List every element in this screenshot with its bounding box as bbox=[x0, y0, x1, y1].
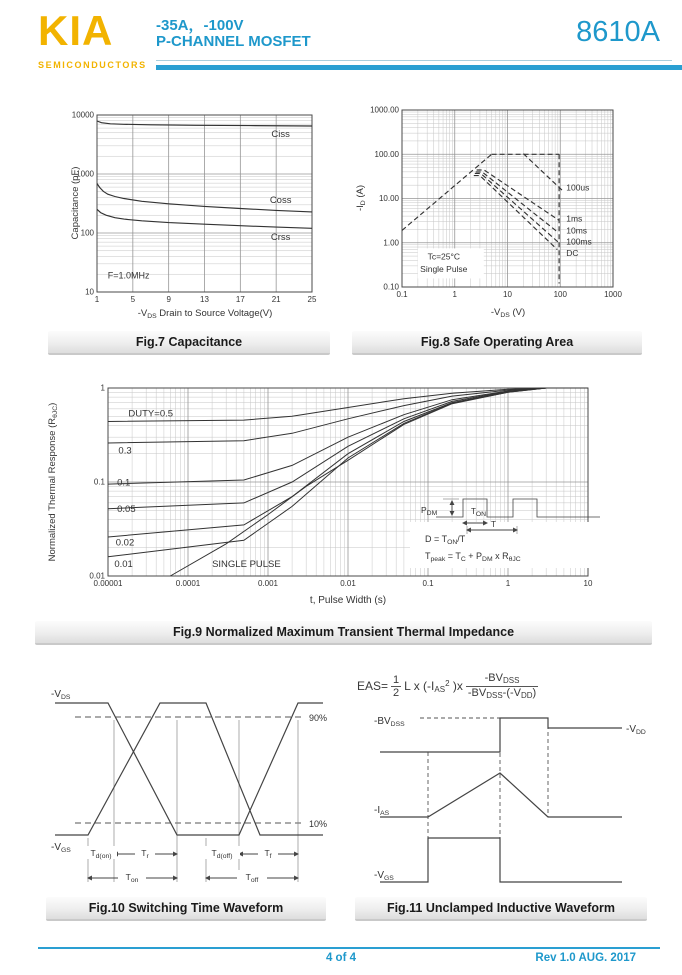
fig8-annotation: 10ms bbox=[566, 225, 588, 236]
header-product-type: P-CHANNEL MOSFET bbox=[156, 33, 311, 50]
fig7-x-axis-title: $-V_{DS}$ Drain to Source Voltage(V) bbox=[137, 308, 273, 320]
vgs-waveform bbox=[55, 703, 323, 835]
fig10-diagram bbox=[35, 680, 335, 895]
fig8-annotation: DC bbox=[566, 248, 579, 259]
fig9-y-axis-title: Normalized Thermal Response $(R_{\theta JC})$ bbox=[47, 402, 59, 562]
fig9-x-axis-title: t, Pulse Width (s) bbox=[309, 595, 387, 606]
footer-divider bbox=[38, 947, 660, 949]
fig9-y-tick: 0.01 bbox=[89, 571, 105, 581]
fig9-caption: Fig.9 Normalized Maximum Transient Thermal Impedance bbox=[35, 621, 652, 645]
fig7-y-tick: 100 bbox=[80, 228, 94, 238]
vds-waveform bbox=[55, 703, 323, 835]
fig7-x-tick: 17 bbox=[235, 295, 245, 304]
fig7-annotation: Crss bbox=[270, 232, 291, 244]
kia-logo: KIA bbox=[38, 7, 114, 54]
formula-half-fraction: $\frac{1}{2}$ bbox=[393, 673, 400, 699]
header-divider-thin bbox=[156, 60, 672, 61]
fig8-series-100ms bbox=[475, 173, 558, 241]
fig8-y-tick: 10.00 bbox=[378, 194, 399, 203]
bvdss-label: $-BV_{DSS}$ bbox=[374, 716, 405, 728]
fig7-x-tick: 25 bbox=[307, 295, 317, 304]
fig8-y-axis-title: $-I_D$ (A) bbox=[355, 184, 367, 212]
fig10-vds-label: $-V_{DS}$ bbox=[51, 689, 71, 701]
fig7-y-axis-title: Capacitance (pF) bbox=[70, 166, 81, 240]
fig8-y-tick: 1000.00 bbox=[370, 105, 399, 115]
gate-pulse-waveform bbox=[380, 838, 622, 882]
header-part-number: 8610A bbox=[576, 16, 660, 48]
fig9-x-tick: 1 bbox=[505, 579, 511, 588]
fig7-x-tick: 13 bbox=[200, 295, 209, 304]
vdd-label: $-V_{DD}$ bbox=[626, 724, 646, 736]
fig7-x-tick: 1 bbox=[94, 295, 100, 304]
fig7-annotation: Ciss bbox=[271, 129, 290, 141]
td-off-label: $T_{d(off)}$ bbox=[211, 848, 233, 860]
fig8-x-tick: 0.1 bbox=[396, 290, 408, 299]
fig9-x-tick: 0.001 bbox=[257, 579, 279, 588]
footer-page-number: 4 of 4 bbox=[325, 952, 357, 964]
ton-label: $T_{on}$ bbox=[125, 872, 139, 884]
toff-label: $T_{off}$ bbox=[245, 872, 259, 884]
fig9-annotation: 0.3 bbox=[118, 445, 132, 457]
formula-lhs: EAS= bbox=[357, 679, 389, 694]
footer-revision: Rev 1.0 AUG. 2017 bbox=[535, 952, 636, 964]
fig11-vgs-label: $-V_{GS}$ bbox=[374, 870, 394, 882]
formula-mid: L x (-IAS$^2$ )x bbox=[404, 678, 463, 694]
fig9-annotation: 0.02 bbox=[115, 537, 135, 549]
fig9-x-tick: 0.0001 bbox=[175, 579, 201, 588]
inset-period-label: T bbox=[491, 520, 496, 529]
inset-ton-label: $T_{ON}$ bbox=[471, 507, 487, 518]
fig7-y-tick: 10 bbox=[85, 287, 94, 297]
fig7-annotation: Coss bbox=[269, 195, 292, 207]
fig11-caption: Fig.11 Unclamped Inductive Waveform bbox=[355, 897, 647, 921]
ninety-percent-label: 90% bbox=[309, 713, 328, 723]
inset-duty-formula: $D = T_{ON}/T$ bbox=[425, 534, 466, 546]
fig10-vgs-label: $-V_{GS}$ bbox=[51, 842, 71, 854]
fig7-caption: Fig.7 Capacitance bbox=[48, 331, 330, 355]
fig9-annotation: 0.1 bbox=[117, 477, 131, 489]
fig9-inset-diagram bbox=[410, 499, 600, 568]
avalanche-current-waveform bbox=[380, 773, 622, 817]
td-on-label: $T_{d(on)}$ bbox=[90, 848, 112, 860]
ias-label: $-I_{AS}$ bbox=[374, 805, 390, 817]
fig7-chart bbox=[35, 100, 345, 325]
header-divider-thick bbox=[156, 65, 682, 70]
fig10-caption: Fig.10 Switching Time Waveform bbox=[46, 897, 326, 921]
logo-subtitle: SEMICONDUCTORS bbox=[38, 60, 147, 70]
fig8-x-axis-title: $-V_{DS}$ (V) bbox=[490, 307, 526, 319]
fig8-chart bbox=[350, 100, 670, 325]
fig8-x-tick: 1 bbox=[452, 290, 457, 299]
tr-label: $T_r$ bbox=[141, 848, 149, 860]
fig9-x-tick: 0.00001 bbox=[93, 579, 123, 588]
fig8-caption: Fig.8 Safe Operating Area bbox=[352, 331, 642, 355]
fig7-y-tick: 10000 bbox=[71, 110, 94, 120]
eas-formula bbox=[357, 672, 538, 701]
fig9-annotation: 0.01 bbox=[114, 558, 133, 570]
fig11-diagram bbox=[350, 710, 670, 895]
drain-voltage-waveform bbox=[380, 718, 622, 752]
inset-tpeak-formula: $T_{peak} = T_C + P_{DM}$ x $R_{\theta JC}$ bbox=[425, 551, 521, 563]
fig9-annotation: 0.05 bbox=[117, 503, 136, 515]
ten-percent-label: 10% bbox=[309, 819, 328, 829]
fig7-x-tick: 9 bbox=[166, 295, 171, 304]
fig8-series-10ms bbox=[476, 172, 559, 233]
fig8-annotation: Tc=25°C bbox=[427, 251, 461, 262]
fig8-annotation: 100ms bbox=[566, 236, 592, 247]
inset-pdm-label: $P_{DM}$ bbox=[421, 505, 438, 517]
fig8-x-tick: 10 bbox=[503, 290, 512, 299]
fig9-x-tick: 10 bbox=[583, 579, 593, 588]
fig9-x-tick: 0.1 bbox=[422, 579, 434, 588]
header-rating: -35A，-100V bbox=[156, 17, 244, 34]
fig8-annotation: Single Pulse bbox=[420, 263, 468, 274]
fig7-y-tick: 1000 bbox=[76, 169, 94, 179]
fig7-annotation: F=1.0MHz bbox=[107, 270, 150, 281]
fig8-annotation: 100us bbox=[566, 182, 590, 193]
tf-label: $T_f$ bbox=[264, 848, 272, 860]
fig9-annotation: DUTY=0.5 bbox=[128, 408, 174, 420]
fig8-x-tick: 1000 bbox=[604, 290, 622, 299]
fig8-annotation: 1ms bbox=[566, 213, 583, 224]
formula-voltage-fraction: $\frac{\text{-BVDSS}}{\text{-BVDSS-(-VDD)}}$ bbox=[467, 672, 537, 700]
fig7-x-tick: 21 bbox=[271, 295, 281, 304]
fig9-y-tick: 0.1 bbox=[93, 477, 105, 487]
fig8-y-tick: 100.00 bbox=[374, 149, 399, 159]
fig8-y-tick: 0.10 bbox=[383, 282, 399, 292]
fig9-x-tick: 0.01 bbox=[340, 579, 356, 588]
fig8-x-tick: 100 bbox=[553, 290, 567, 299]
fig8-y-tick: 1.00 bbox=[383, 238, 399, 248]
fig9-annotation: SINGLE PULSE bbox=[212, 558, 281, 570]
fig7-x-tick: 5 bbox=[130, 295, 136, 304]
fig9-chart bbox=[30, 370, 670, 610]
fig9-y-tick: 1 bbox=[100, 383, 105, 393]
